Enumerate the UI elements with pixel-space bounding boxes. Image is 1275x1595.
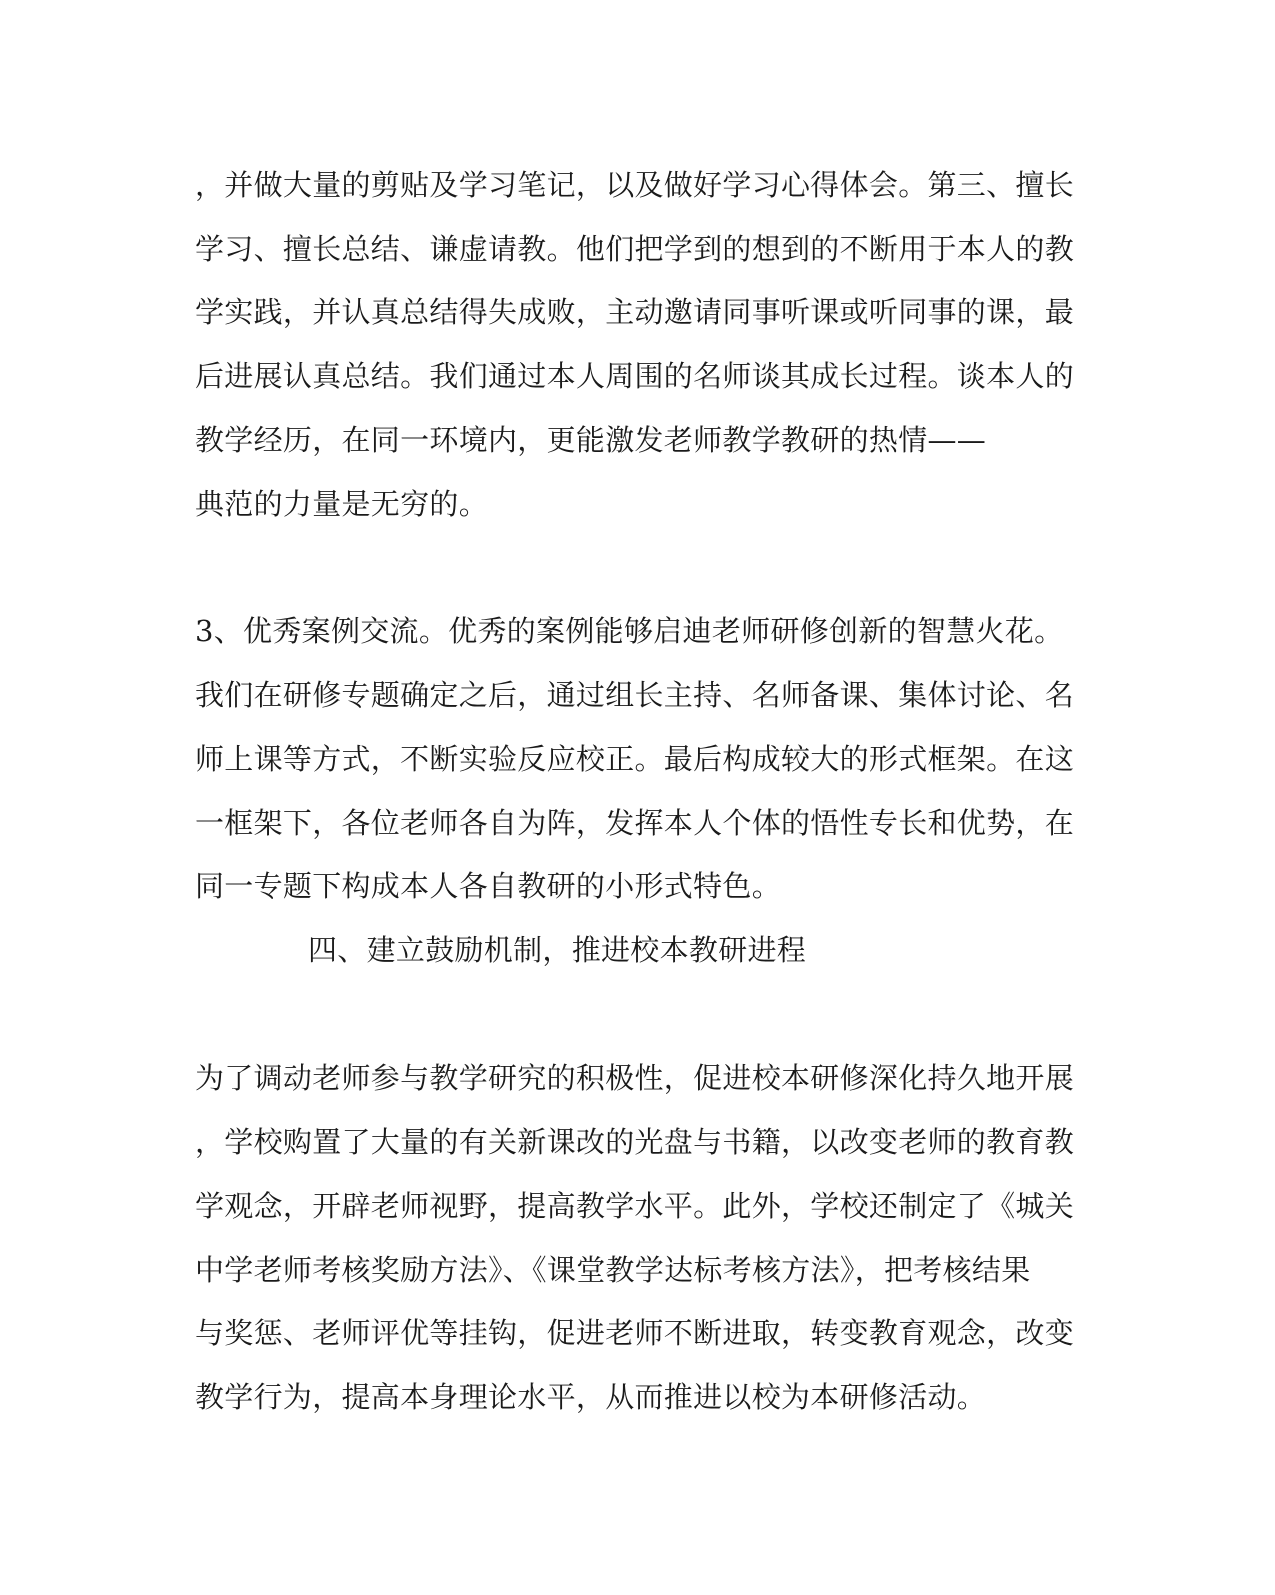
paragraph3-line-1: 为了调动老师参与教学研究的积极性，促进校本研修深化持久地开展 — [195, 1061, 1075, 1095]
paragraph1-line-1: ，并做大量的剪贴及学习笔记，以及做好学习心得体会。第三、擅长 — [195, 168, 1075, 202]
paragraph2-line-3: 师上课等方式，不断实验反应校正。最后构成较大的形式框架。在这 — [195, 742, 1075, 776]
paragraph2-line-4: 一框架下，各位老师各自为阵，发挥本人个体的悟性专长和优势，在 — [195, 806, 1075, 840]
paragraph2-line-2: 我们在研修专题确定之后，通过组长主持、名师备课、集体讨论、名 — [195, 678, 1075, 712]
paragraph1-line-2: 学习、擅长总结、谦虚请教。他们把学到的想到的不断用于本人的教 — [195, 232, 1075, 266]
paragraph2-line-5: 同一专题下构成本人各自教研的小形式特色。 — [195, 869, 782, 903]
paragraph3-line-4: 中学老师考核奖励方法》、《课堂教学达标考核方法》，把考核结果 — [195, 1253, 1031, 1287]
paragraph1-line-4: 后进展认真总结。我们通过本人周围的名师谈其成长过程。谈本人的 — [195, 359, 1075, 393]
paragraph3-line-6: 教学行为，提高本身理论水平，从而推进以校为本研修活动。 — [195, 1380, 987, 1414]
paragraph1-line-5: 教学经历，在同一环境内，更能激发老师教学教研的热情—— — [195, 423, 987, 457]
paragraph3-line-2: ，学校购置了大量的有关新课改的光盘与书籍，以改变老师的教育教 — [195, 1125, 1075, 1159]
section-heading: 四、建立鼓励机制，推进校本教研进程 — [308, 933, 807, 967]
paragraph1-line-3: 学实践，并认真总结得失成败，主动邀请同事听课或听同事的课，最 — [195, 295, 1075, 329]
paragraph3-line-5: 与奖惩、老师评优等挂钩，促进老师不断进取，转变教育观念，改变 — [195, 1316, 1075, 1350]
paragraph1-line-6: 典范的力量是无穷的。 — [195, 487, 489, 521]
paragraph3-line-3: 学观念，开辟老师视野，提高教学水平。此外，学校还制定了《城关 — [195, 1189, 1075, 1223]
paragraph2-line-1: 3、优秀案例交流。优秀的案例能够启迪老师研修创新的智慧火花。 — [195, 614, 1064, 648]
